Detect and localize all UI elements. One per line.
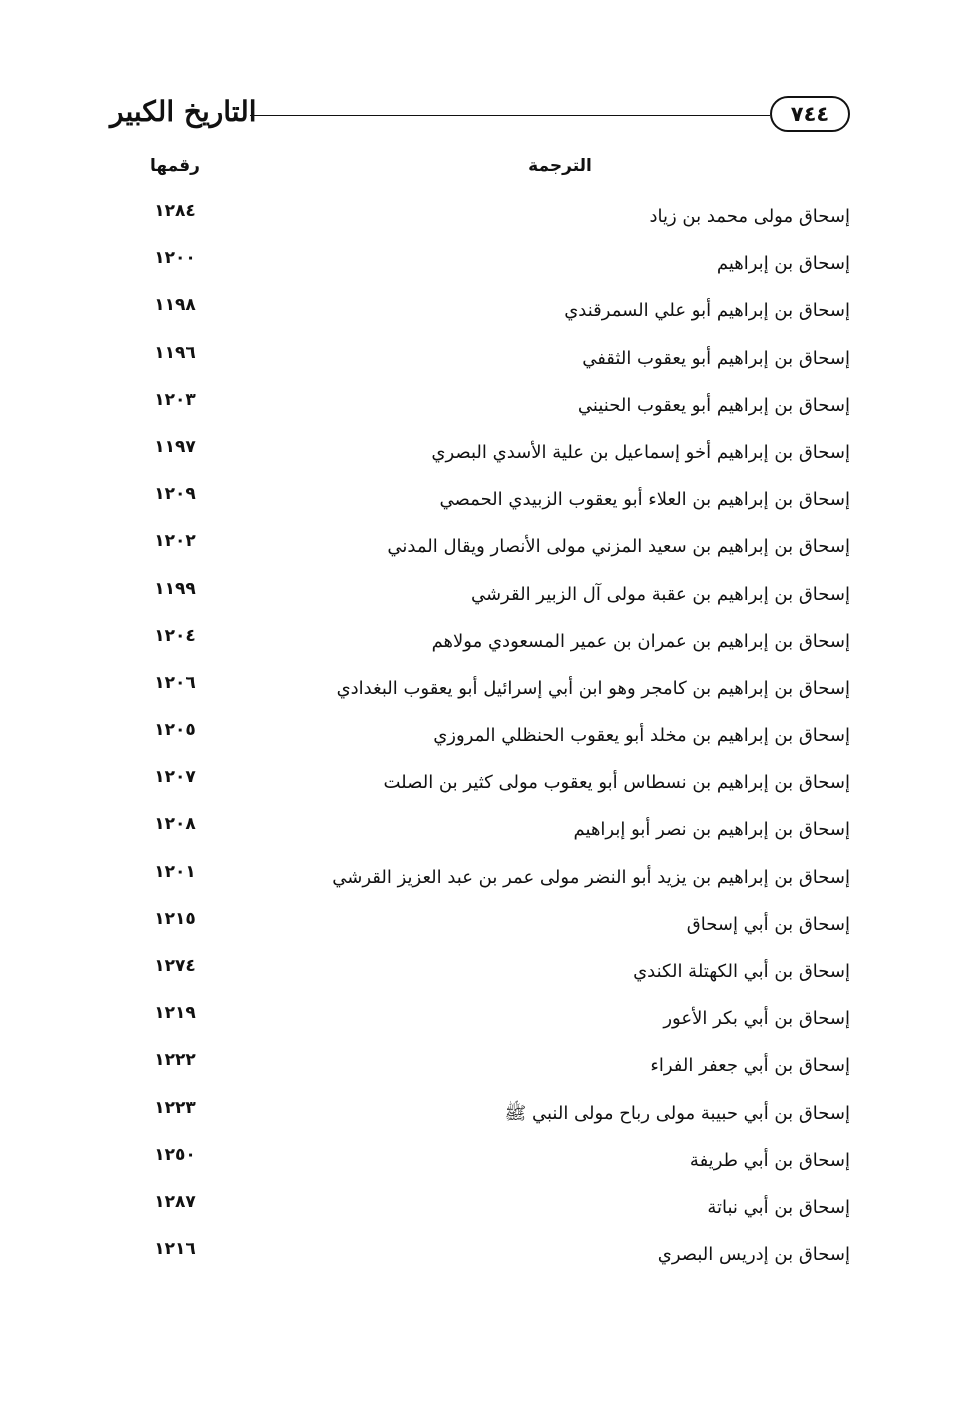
header-rule [250, 115, 770, 116]
entry-number: ١٢٨٧ [154, 1191, 196, 1212]
index-row [120, 766, 850, 813]
entry-number: ١٢٠١ [154, 861, 196, 882]
entry-number: ١٢٢٣ [154, 1097, 196, 1118]
index-row [120, 389, 850, 436]
entry-number: ١٢٠٠ [154, 248, 196, 269]
entry-number: ١٢١٩ [154, 1003, 196, 1024]
page-header [110, 92, 850, 140]
entry-number: ١٢٠٨ [154, 814, 196, 835]
entry-name: إسحاق بن إبراهيم أخو إسماعيل بن علية الأسدي البصري [431, 441, 850, 463]
entry-name: إسحاق بن إبراهيم بن عقبة مولى آل الزبير القرشي [470, 583, 850, 605]
entry-name: إسحاق بن أبي حبيبة مولى رباح مولى النبي ﷺ [504, 1102, 850, 1124]
entry-number: ١٢٠٤ [154, 625, 196, 646]
entry-number: ١١٩٦ [154, 342, 196, 363]
index-row [120, 1144, 850, 1191]
index-row [120, 1238, 850, 1285]
entry-name: إسحاق بن إبراهيم [716, 253, 850, 275]
entry-number: ١٢٠٥ [154, 720, 196, 741]
number-column-header: رقمها [150, 156, 200, 176]
index-list [120, 200, 850, 1285]
entry-name: إسحاق بن إبراهيم بن نسطاس أبو يعقوب مولى كثير بن الصلت [383, 772, 850, 794]
entry-number: ١١٩٩ [154, 578, 196, 599]
page-number-badge: ٧٤٤ [770, 96, 850, 132]
entry-number: ١٢٠٦ [154, 672, 196, 693]
entry-name: إسحاق مولى محمد بن زياد [649, 206, 850, 227]
index-row [120, 294, 850, 341]
entry-name: إسحاق بن أبي طريفة [689, 1149, 850, 1171]
entry-number: ١٢٠٣ [154, 389, 196, 410]
entry-name: إسحاق بن إدريس البصري [657, 1244, 850, 1266]
entry-column-header: الترجمة [528, 156, 592, 176]
entry-name: إسحاق بن إبراهيم بن كامجر وهو ابن أبي إسرائيل أبو يعقوب البغدادي [336, 677, 850, 699]
index-row [120, 247, 850, 294]
index-row [120, 200, 850, 247]
entry-name: إسحاق بن أبي نباتة [707, 1196, 850, 1218]
entry-name: إسحاق بن إبراهيم بن العلاء أبو يعقوب الزبيدي الحمصي [439, 489, 850, 511]
index-row [120, 342, 850, 389]
index-row [120, 1002, 850, 1049]
index-row [120, 436, 850, 483]
entry-number: ١١٩٧ [154, 436, 196, 457]
book-title: التاريخ الكبير [110, 95, 257, 128]
index-row [120, 483, 850, 530]
index-row [120, 955, 850, 1002]
index-row [120, 719, 850, 766]
entry-name: إسحاق بن أبي جعفر الفراء [650, 1055, 850, 1077]
index-row [120, 908, 850, 955]
entry-name: إسحاق بن إبراهيم بن يزيد أبو النضر مولى عمر بن عبد العزيز القرشي [332, 866, 850, 888]
entry-number: ١٢٠٩ [154, 484, 196, 505]
entry-name: إسحاق بن إبراهيم بن مخلد أبو يعقوب الحنظلي المروزي [433, 725, 850, 747]
entry-number: ١١٩٨ [154, 295, 196, 316]
index-row [120, 1049, 850, 1096]
entry-number: ١٢٧٤ [154, 956, 196, 976]
index-row [120, 861, 850, 908]
index-row [120, 813, 850, 860]
index-row [120, 530, 850, 577]
entry-name: إسحاق بن إبراهيم بن سعيد المزني مولى الأنصار ويقال المدني [387, 536, 850, 558]
entry-name: إسحاق بن إبراهيم أبو علي السمرقندي [564, 300, 850, 322]
entry-name: إسحاق بن أبي الكهتلة الكندي [633, 961, 850, 982]
entry-number: ١٢١٦ [154, 1239, 196, 1260]
entry-name: إسحاق بن إبراهيم أبو يعقوب الثقفي [582, 347, 850, 369]
entry-number: ١٢١٥ [154, 908, 196, 929]
entry-number: ١٢٠٧ [154, 767, 196, 788]
index-row [120, 672, 850, 719]
index-row [120, 1191, 850, 1238]
entry-name: إسحاق بن إبراهيم بن نصر أبو إبراهيم [573, 819, 850, 841]
index-row [120, 578, 850, 625]
entry-number: ١٢٢٢ [154, 1050, 196, 1071]
entry-name: إسحاق بن إبراهيم أبو يعقوب الحنيني [577, 394, 850, 416]
index-row [120, 625, 850, 672]
entry-number: ١٢٠٢ [154, 531, 196, 552]
entry-number: ١٢٨٤ [154, 201, 196, 221]
entry-name: إسحاق بن أبي إسحاق [686, 913, 850, 935]
index-row [120, 1097, 850, 1144]
entry-number: ١٢٥٠ [154, 1144, 196, 1165]
entry-name: إسحاق بن أبي بكر الأعور [663, 1008, 850, 1030]
entry-name: إسحاق بن إبراهيم بن عمران بن عمير المسعودي مولاهم [431, 630, 850, 652]
